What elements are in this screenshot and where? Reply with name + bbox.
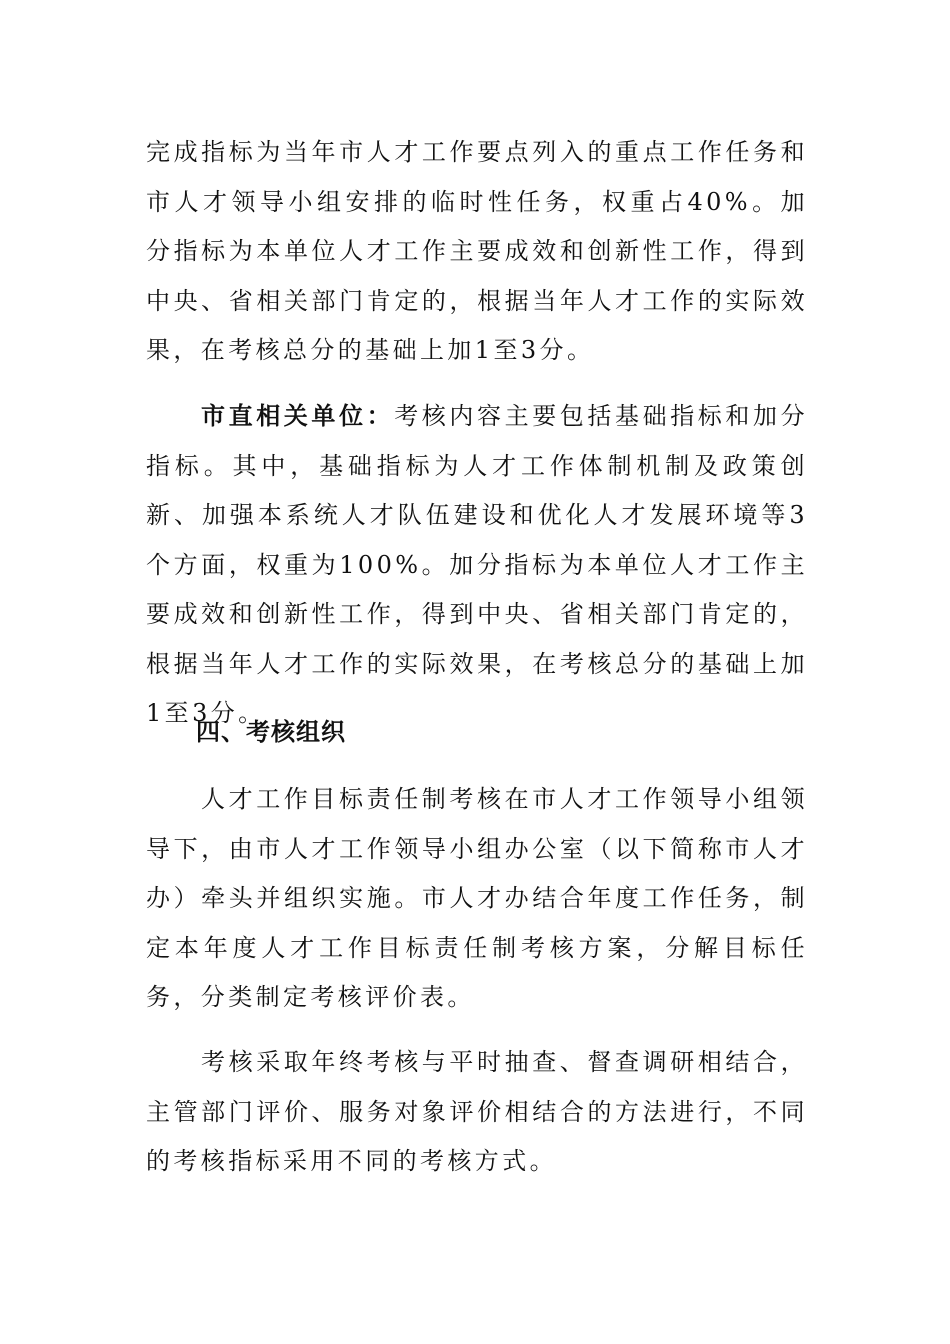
paragraph-assessment-organization: 人才工作目标责任制考核在市人才工作领导小组领导下，由市人才工作领导小组办公室（以下简称市人才办）牵头并组织实施。市人才办结合年度工作任务，制定本年度人才工作目标责任制考核方案，分解目标任务，分类制定考核评价表。 [146,785,808,1011]
paragraph-municipal-units [146,391,808,739]
paragraph-completion-indicators: 完成指标为当年市人才工作要点列入的重点工作任务和市人才领导小组安排的临时性任务，权重占40%。加分指标为本单位人才工作主要成效和创新性工作，得到中央、省相关部门肯定的，根据当年人才工作的实际效果，在考核总分的基础上加1至3分。 [146,138,808,364]
paragraph-body-text: 考核内容主要包括基础指标和加分指标。其中，基础指标为人才工作体制机制及政策创新、加强本系统人才队伍建设和优化人才发展环境等3个方面，权重为100%。加分指标为本单位人才工作主要成效和创新性工作，得到中央、省相关部门肯定的，根据当年人才工作的实际效果，在考核总分的基础上加1至3分。 [146,402,808,727]
paragraph-assessment-methods: 考核采取年终考核与平时抽查、督查调研相结合，主管部门评价、服务对象评价相结合的方法进行，不同的考核指标采用不同的考核方式。 [146,1048,808,1175]
paragraph-lead-label: 市直相关单位： [201,401,395,430]
section-heading: 四、考核组织 [196,718,346,746]
